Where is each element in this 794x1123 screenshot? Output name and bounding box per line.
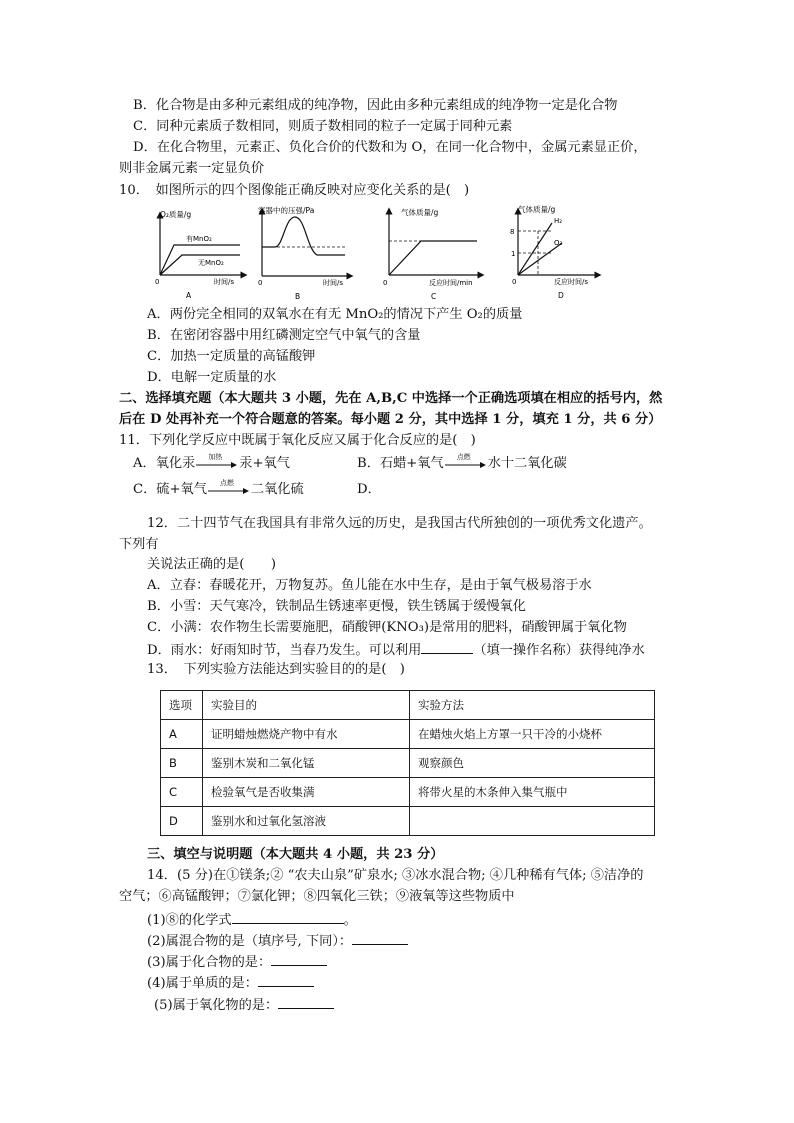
- graph-a-origin: 0: [155, 278, 160, 286]
- table-row: [161, 807, 655, 836]
- table-cell: 检验氧气是否收集满: [203, 778, 410, 807]
- q11-c-reactant: C．硫+氧气: [133, 482, 207, 497]
- section3-title: 三、填空与说明题（本大题共 4 小题，共 23 分）: [147, 847, 444, 862]
- section2-title-line1: 二、选择填充题（本大题共 3 小题，先在 A,B,C 中选择一个正确选项填在相应的括号内，然: [119, 391, 663, 406]
- q11-option-b: [357, 452, 567, 473]
- q10-stem: 10． 如图所示的四个图像能正确反映对应变化关系的是( ): [119, 183, 470, 198]
- q11-a-product: 汞+氧气: [239, 456, 290, 471]
- q10-option-d: D．电解一定质量的水: [147, 370, 277, 385]
- q9-option-d-line2: 则非金属元素一定显负价: [119, 161, 265, 176]
- q12-stem-line1: 12．二十四节气在我国具有非常久远的历史，是我国古代所独创的一项优秀文化遗产。: [147, 516, 652, 531]
- graph-a-xlabel: 时间/s: [214, 278, 235, 286]
- graph-d: [502, 201, 602, 301]
- q13-table: [160, 690, 655, 836]
- q14-part4: [147, 973, 314, 993]
- q12-option-c: C．小满：农作物生长需要施肥，硝酸钾(KNO₃)是常用的肥料，硝酸钾属于氧化物: [147, 620, 627, 635]
- q14-stem-line2: 空气；⑥高锰酸钾；⑦氯化钾；⑧四氧化三铁；⑨液氧等这些物质中: [119, 889, 515, 904]
- q11-a-condition: 加热: [208, 452, 223, 461]
- q11-b-condition: 点燃: [456, 452, 471, 461]
- section2-title-line2: 后在 D 处再补充一个符合题意的答案。每小题 2 分，其中选择 1 分，填充 1 分，共 6 分）: [119, 412, 662, 427]
- q12-stem-line2: 下列有: [119, 537, 159, 552]
- table-row: [161, 778, 655, 807]
- q12-option-a: A．立春：春暖花开，万物复苏。鱼儿能在水中生存，是由于氧气极易溶于水: [147, 578, 592, 593]
- q9-option-d-line1: D．在化合物里，元素正、负化合价的代数和为 O，在同一化合物中，金属元素显正价，: [133, 140, 647, 155]
- q12-option-d-text: D．雨水：好雨知时节，当春乃发生。可以利用: [147, 643, 422, 658]
- q14-part4-blank[interactable]: [258, 973, 314, 987]
- graph-b-caption: B: [295, 292, 301, 301]
- graph-d-curve1-label: H₂: [554, 217, 563, 225]
- q14-part2-label: (2)属混合物的是（填序号, 下同）：: [147, 934, 353, 949]
- q14-part5-label: (5)属于氧化物的是：: [154, 998, 279, 1013]
- q14-part1-blank[interactable]: [232, 910, 344, 924]
- graph-b: [255, 203, 355, 301]
- q12-option-d: [147, 640, 645, 660]
- q14-part3-label: (3)属于化合物的是：: [147, 955, 272, 970]
- table-cell: 在蜡烛火焰上方罩一只干冷的小烧杯: [410, 720, 655, 749]
- graph-d-caption: D: [558, 291, 564, 300]
- table-row: [161, 749, 655, 778]
- graph-d-origin: 0: [512, 278, 517, 286]
- q11-c-condition: 点燃: [219, 478, 234, 487]
- graph-d-curve2-label: O₂: [554, 239, 563, 247]
- table-cell: 鉴别木炭和二氧化锰: [203, 749, 410, 778]
- table-row: [161, 720, 655, 749]
- q14-part1-suffix: 。: [343, 913, 357, 928]
- reaction-arrow-icon: [207, 478, 251, 497]
- graph-d-xlabel: 反应时间/s: [554, 278, 589, 286]
- q14-part2: [147, 931, 408, 951]
- graph-b-ylabel: 容器中的压强/Pa: [258, 206, 315, 215]
- reaction-arrow-icon: [195, 452, 239, 471]
- q14-part1: [147, 910, 357, 930]
- graph-c-ylabel: 气体质量/g: [401, 208, 439, 217]
- q11-option-d: D．: [357, 482, 381, 497]
- q10-option-b: B．在密闭容器中用红磷测定空气中氧气的含量: [147, 328, 421, 343]
- table-cell-answer[interactable]: [410, 807, 655, 836]
- graph-d-tick-mid: 1: [511, 250, 516, 258]
- q14-part1-label: (1)⑧的化学式: [147, 913, 232, 928]
- q12-answer-blank[interactable]: [421, 640, 473, 654]
- graph-a: [152, 203, 252, 301]
- q11-a-reactant: A．氧化汞: [133, 456, 196, 471]
- q10-option-c: C．加热一定质量的高锰酸钾: [147, 349, 316, 364]
- q12-option-d-suffix: （填一操作名称）获得纯净水: [473, 643, 645, 658]
- table-header-cell: 实验方法: [410, 691, 655, 720]
- graph-c-caption: C: [431, 292, 437, 301]
- q9-option-b: B．化合物是由多种元素组成的纯净物，因此由多种元素组成的纯净物一定是化合物: [133, 98, 618, 113]
- q11-option-c: [133, 478, 304, 499]
- q12-stem-line3: 关说法正确的是( ): [147, 557, 276, 572]
- q14-part3: [147, 952, 327, 972]
- q14-part5-blank[interactable]: [278, 995, 334, 1009]
- table-cell: C: [161, 778, 203, 807]
- q11-option-a: [133, 452, 290, 473]
- reaction-arrow-icon: [444, 452, 488, 471]
- q14-part5: [154, 995, 334, 1015]
- q14-part4-label: (4)属于单质的是：: [147, 976, 258, 991]
- table-cell: B: [161, 749, 203, 778]
- graph-a-curve1-label: 有MnO₂: [186, 235, 212, 243]
- q13-stem: 13． 下列实验方法能达到实验目的的是( ): [147, 662, 405, 677]
- q11-c-product: 二氧化硫: [250, 482, 304, 497]
- graph-c-xlabel: 反应时间/min: [429, 279, 473, 287]
- graph-c-origin: 0: [383, 279, 388, 287]
- graph-a-curve2-label: 无MnO₂: [198, 259, 224, 267]
- table-header-row: [161, 691, 655, 720]
- table-cell: 观察颜色: [410, 749, 655, 778]
- q11-stem: 11．下列化学反应中既属于氧化反应又属于化合反应的是( ): [119, 433, 476, 448]
- graph-d-tick-high: 8: [510, 228, 515, 236]
- q9-option-c: C．同种元素质子数相同，则质子数相同的粒子一定属于同种元素: [133, 119, 513, 134]
- graph-a-caption: A: [186, 291, 192, 300]
- q14-part2-blank[interactable]: [352, 931, 408, 945]
- graph-a-ylabel: O₂质量/g: [160, 210, 192, 219]
- table-cell: A: [161, 720, 203, 749]
- table-cell: 鉴别水和过氧化氢溶液: [203, 807, 410, 836]
- q10-option-a: A．两份完全相同的双氧水在有无 MnO₂的情况下产生 O₂的质量: [147, 307, 523, 322]
- q11-b-reactant: B．石蜡+氧气: [357, 456, 444, 471]
- q12-option-b: B．小雪：天气寒冷，铁制品生锈速率更慢，铁生锈属于缓慢氧化: [147, 599, 526, 614]
- q14-stem-line1: 14．(5 分)在①镁条;② “农夫山泉”矿泉水; ③冰水混合物; ④几种稀有气体; ⑤洁净的: [147, 868, 644, 883]
- graph-b-origin: 0: [258, 279, 263, 287]
- graph-c: [377, 203, 487, 301]
- q14-part3-blank[interactable]: [271, 952, 327, 966]
- table-cell: 证明蜡烛燃烧产物中有水: [203, 720, 410, 749]
- table-header-cell: 选项: [161, 691, 203, 720]
- graph-d-ylabel: 气体质量/g: [518, 205, 556, 214]
- q11-b-product: 水十二氧化碳: [487, 456, 567, 471]
- graph-b-xlabel: 时间/s: [323, 279, 344, 287]
- table-header-cell: 实验目的: [203, 691, 410, 720]
- table-cell: 将带火星的木条伸入集气瓶中: [410, 778, 655, 807]
- table-cell: D: [161, 807, 203, 836]
